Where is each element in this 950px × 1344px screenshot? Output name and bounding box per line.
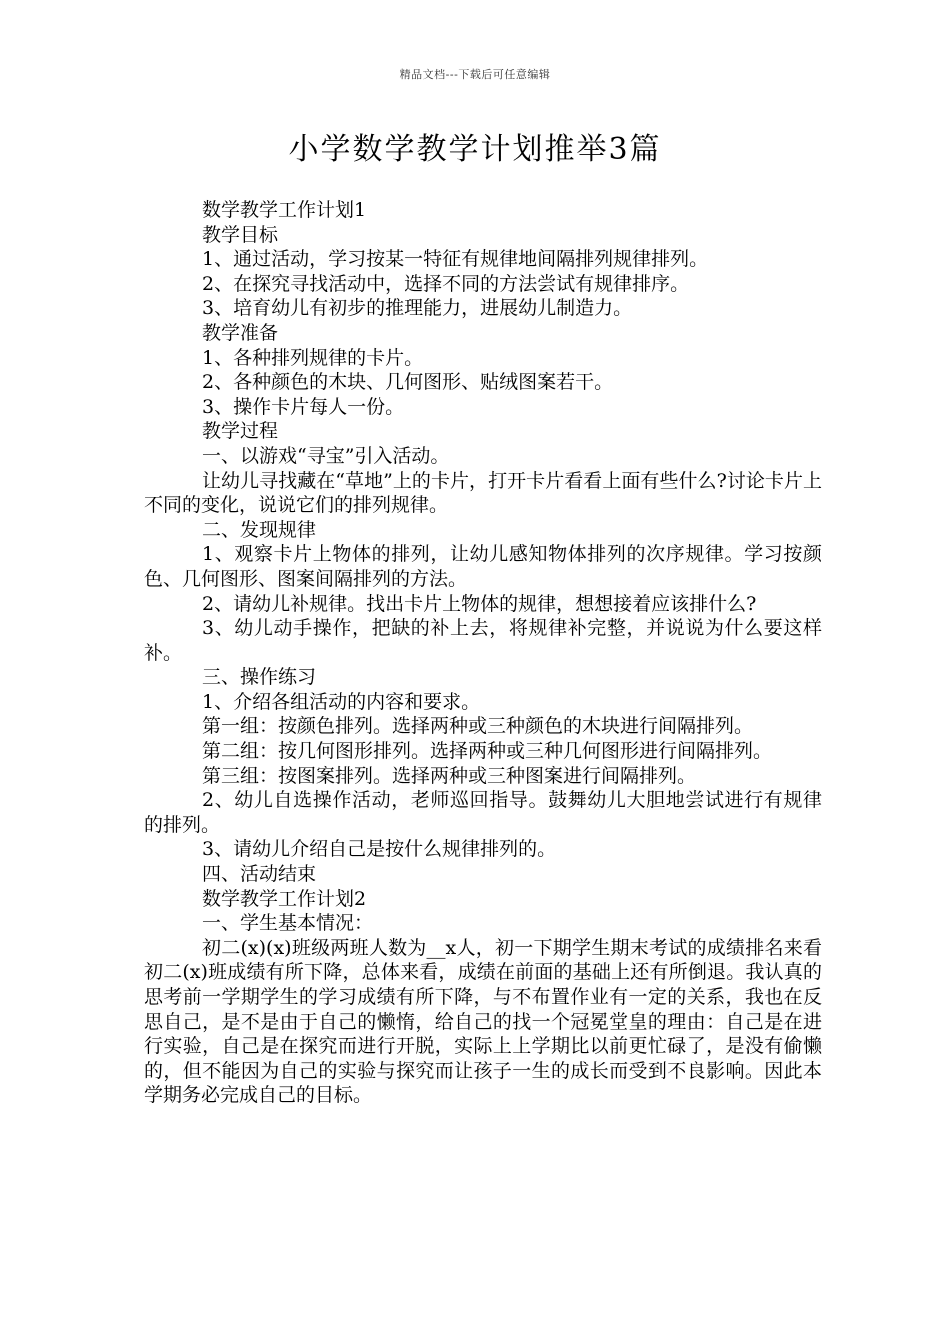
process-step-4-heading: 四、活动结束 [202, 863, 317, 886]
document-title: 小学数学教学计划推举3篇 [288, 132, 662, 167]
practice-item-1: 1、介绍各组活动的内容和要求。 [202, 690, 481, 713]
process-step-2-item-1: 1、观察卡片上物体的排列，让幼儿感知物体排列的次序规律。学习按颜色、几何图形、图案间隔排列的方法。 [144, 543, 822, 590]
preparation-item-1: 1、各种排列规律的卡片。 [202, 346, 424, 369]
section-heading-plan-1: 数学教学工作计划1 [202, 199, 367, 221]
preparation-item-3: 3、操作卡片每人一份。 [202, 395, 405, 418]
subheading-teaching-preparation: 教学准备 [202, 321, 279, 344]
practice-item-2: 2、幼儿自选操作活动，老师巡回指导。鼓舞幼儿大胆地尝试进行有规律的排列。 [144, 789, 822, 836]
section-heading-plan-2: 数学教学工作计划2 [202, 887, 367, 910]
practice-group-1: 第一组：按颜色排列。选择两种或三种颜色的木块进行间隔排列。 [202, 715, 754, 738]
goal-item-1: 1、通过活动，学习按某一特征有规律地间隔排列规律排列。 [202, 248, 709, 271]
goal-item-2: 2、在探究寻找活动中，选择不同的方法尝试有规律排序。 [202, 272, 690, 295]
plan-2-students-body: 初二(x)(x)班级两班人数为__x人，初一下期学生期末考试的成绩排名来看初二(x)班成绩有所下降，总体来看，成绩在前面的基础上还有所倒退。我认真的思考前一学期学生的学习成绩有所下降，与不布置作业有一定的关系，我也在反思自己，是不是由于自己的懒惰，给自己的找一个冠冕堂皇的理由：自己是在进行实验，自己是在探究而进行开脱，实际上上学期比以前更忙碌了，是没有偷懒的，但不能因为自己的实验与探究而让孩子一生的成长而受到不良影响。因此本学期务必完成自己的目标。 [144, 936, 822, 1107]
process-step-1-body: 让幼儿寻找藏在“草地”上的卡片，打开卡片看看上面有些什么?讨论卡片上不同的变化，说说它们的排列规律。 [144, 469, 822, 517]
practice-item-3: 3、请幼儿介绍自己是按什么规律排列的。 [202, 838, 557, 861]
document-body [144, 198, 822, 1108]
page-header-note: 精品文档---下载后可任意编辑 [399, 68, 551, 81]
process-step-3-heading: 三、操作练习 [202, 666, 317, 689]
practice-group-3: 第三组：按图案排列。选择两种或三种图案进行间隔排列。 [202, 764, 697, 787]
goal-item-3: 3、培育幼儿有初步的推理能力，进展幼儿制造力。 [202, 297, 633, 320]
process-step-2-item-2: 2、请幼儿补规律。找出卡片上物体的规律，想想接着应该排什么? [202, 592, 757, 615]
subheading-teaching-process: 教学过程 [202, 420, 279, 443]
process-step-2-item-3: 3、幼儿动手操作，把缺的补上去，将规律补完整，并说说为什么要这样补。 [144, 617, 822, 664]
subheading-teaching-goals: 教学目标 [202, 223, 279, 246]
process-step-2-heading: 二、发现规律 [202, 518, 317, 541]
practice-group-2: 第二组：按几何图形排列。选择两种或三种几何图形进行间隔排列。 [202, 740, 773, 763]
process-step-1-heading: 一、以游戏“寻宝”引入活动。 [202, 444, 450, 467]
preparation-item-2: 2、各种颜色的木块、几何图形、贴绒图案若干。 [202, 371, 614, 394]
plan-2-subheading-students: 一、学生基本情况： [202, 912, 374, 935]
